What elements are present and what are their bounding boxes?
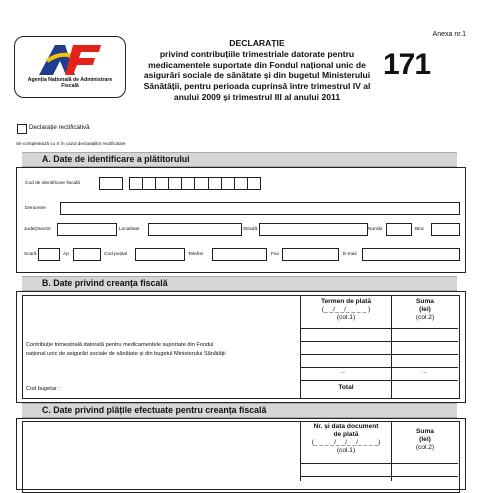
cod-postal-field[interactable] <box>135 248 185 261</box>
section-c-col1-format: (_ _ _ _/_ _/_ _/_ _ _ _) <box>311 439 381 446</box>
form-number: 171 <box>383 48 431 81</box>
rectificativa-note: Se completează cu X în cazul declarațiilor rectificative <box>16 141 126 146</box>
cif-digits-field[interactable] <box>129 177 261 190</box>
section-b-row-line-3 <box>300 354 458 355</box>
section-b-col1-title: Termen de plată <box>320 298 372 305</box>
scara-field[interactable] <box>38 248 60 261</box>
section-c-col1-header <box>301 423 391 455</box>
rectificativa-checkbox[interactable] <box>17 124 27 134</box>
ap-field[interactable] <box>73 248 101 261</box>
anaf-logo-mark <box>35 41 105 77</box>
localitate-field[interactable] <box>148 223 242 236</box>
section-b-row-line-1 <box>300 328 458 329</box>
title-line6: anului 2009 și trimestrul III al anului 2011 <box>173 91 341 102</box>
section-c-col2-header <box>392 428 458 452</box>
section-b-dots-col1: ... <box>341 369 346 375</box>
title-line2: privind contribuțiile trimestriale datorate pentru <box>159 48 355 59</box>
cod-postal-label: Cod poștal <box>104 252 127 257</box>
section-a-title: A. Date de identificare a plătitorului <box>42 154 190 164</box>
anaf-logo <box>14 36 126 98</box>
section-b-col2-title: Suma <box>416 298 434 305</box>
section-b-col2-number: (col.2) <box>415 314 435 321</box>
bloc-field[interactable] <box>431 223 460 236</box>
section-b-col1-header <box>301 298 391 322</box>
title-line3: medicamentele suportate din Fondul național unic de <box>148 59 366 70</box>
localitate-label: Localitate <box>119 227 140 232</box>
rectificativa-label: Declarație rectificativă <box>29 124 90 131</box>
cod-bugetar-label: Cod bugetar : <box>26 386 60 392</box>
section-b-title: B. Date privind creanța fiscală <box>42 278 168 288</box>
section-b-row-line-2 <box>300 341 458 342</box>
section-c-col1-title: Nr. și data document <box>313 423 379 430</box>
telefon-label: Telefon <box>188 252 204 257</box>
section-b-total-label: Total <box>338 384 354 391</box>
section-c-title: C. Date privind plățile efectuate pentru creanța fiscală <box>42 405 267 415</box>
email-field[interactable] <box>362 248 460 261</box>
telefon-field[interactable] <box>212 248 267 261</box>
section-a-header <box>22 152 457 167</box>
judet-field[interactable] <box>57 223 117 236</box>
section-c-col2-unit: (lei) <box>419 436 431 443</box>
strada-label: Stradă <box>243 227 258 232</box>
annex-label: Anexa nr.1 <box>432 31 466 38</box>
email-label: E-mail <box>343 252 357 257</box>
section-c-col1-number: (col.1) <box>336 447 356 454</box>
strada-field[interactable] <box>259 223 368 236</box>
fax-label: Fax <box>271 252 279 257</box>
judet-label: Județ/Sector <box>24 227 51 232</box>
section-c-col1-subtitle: de plată <box>333 431 359 438</box>
section-b-col2-unit: (lei) <box>419 306 431 313</box>
section-c-row-line-2 <box>300 476 458 477</box>
logo-caption-line2: Fiscală <box>61 83 79 89</box>
numar-field[interactable] <box>386 223 412 236</box>
logo-caption-line1: Agenția Națională de Administrare <box>27 77 113 83</box>
section-c-row-line-1 <box>300 463 458 464</box>
section-b-row-line-4 <box>300 367 458 368</box>
section-b-dots-col2: ... <box>422 369 427 375</box>
bloc-label: Bloc <box>415 227 425 232</box>
section-c-header <box>22 403 457 418</box>
section-b-row-text-2: național unic de asigurări sociale de sănătate și din bugetul Ministerului Sănătății <box>26 351 226 357</box>
denumire-label: Denumire <box>25 206 46 211</box>
section-b-header <box>22 276 457 291</box>
ap-label: Ap <box>63 252 69 257</box>
title-line1: DECLARAȚIE <box>229 38 285 48</box>
denumire-field[interactable] <box>60 202 460 215</box>
section-b-row-text-1: Contribuție trimestrială datorată pentru medicamentele suportate din Fondul <box>26 342 214 348</box>
cif-label: Cod de identificare fiscală <box>25 181 80 186</box>
section-b-col1-format: (_ _/_ _/_ _ _ _ ) <box>321 306 371 313</box>
cif-prefix-field[interactable] <box>99 177 123 190</box>
numar-label: Număr <box>368 227 383 232</box>
section-b-row-line-5 <box>300 380 458 381</box>
document-title <box>132 38 382 103</box>
section-c-col2-number: (col.2) <box>415 444 435 451</box>
title-line5: Sănătății, pentru perioada cuprinsă între trimestrul IV al <box>143 81 371 92</box>
section-c-col2-title: Suma <box>416 428 434 435</box>
section-b-col1-number: (col.1) <box>336 314 356 321</box>
section-b-col2-header <box>392 298 458 322</box>
scara-label: Scară <box>24 252 37 257</box>
fax-field[interactable] <box>282 248 339 261</box>
title-line4: asigurări sociale de sănătate și din bugetul Ministerului <box>143 70 371 81</box>
